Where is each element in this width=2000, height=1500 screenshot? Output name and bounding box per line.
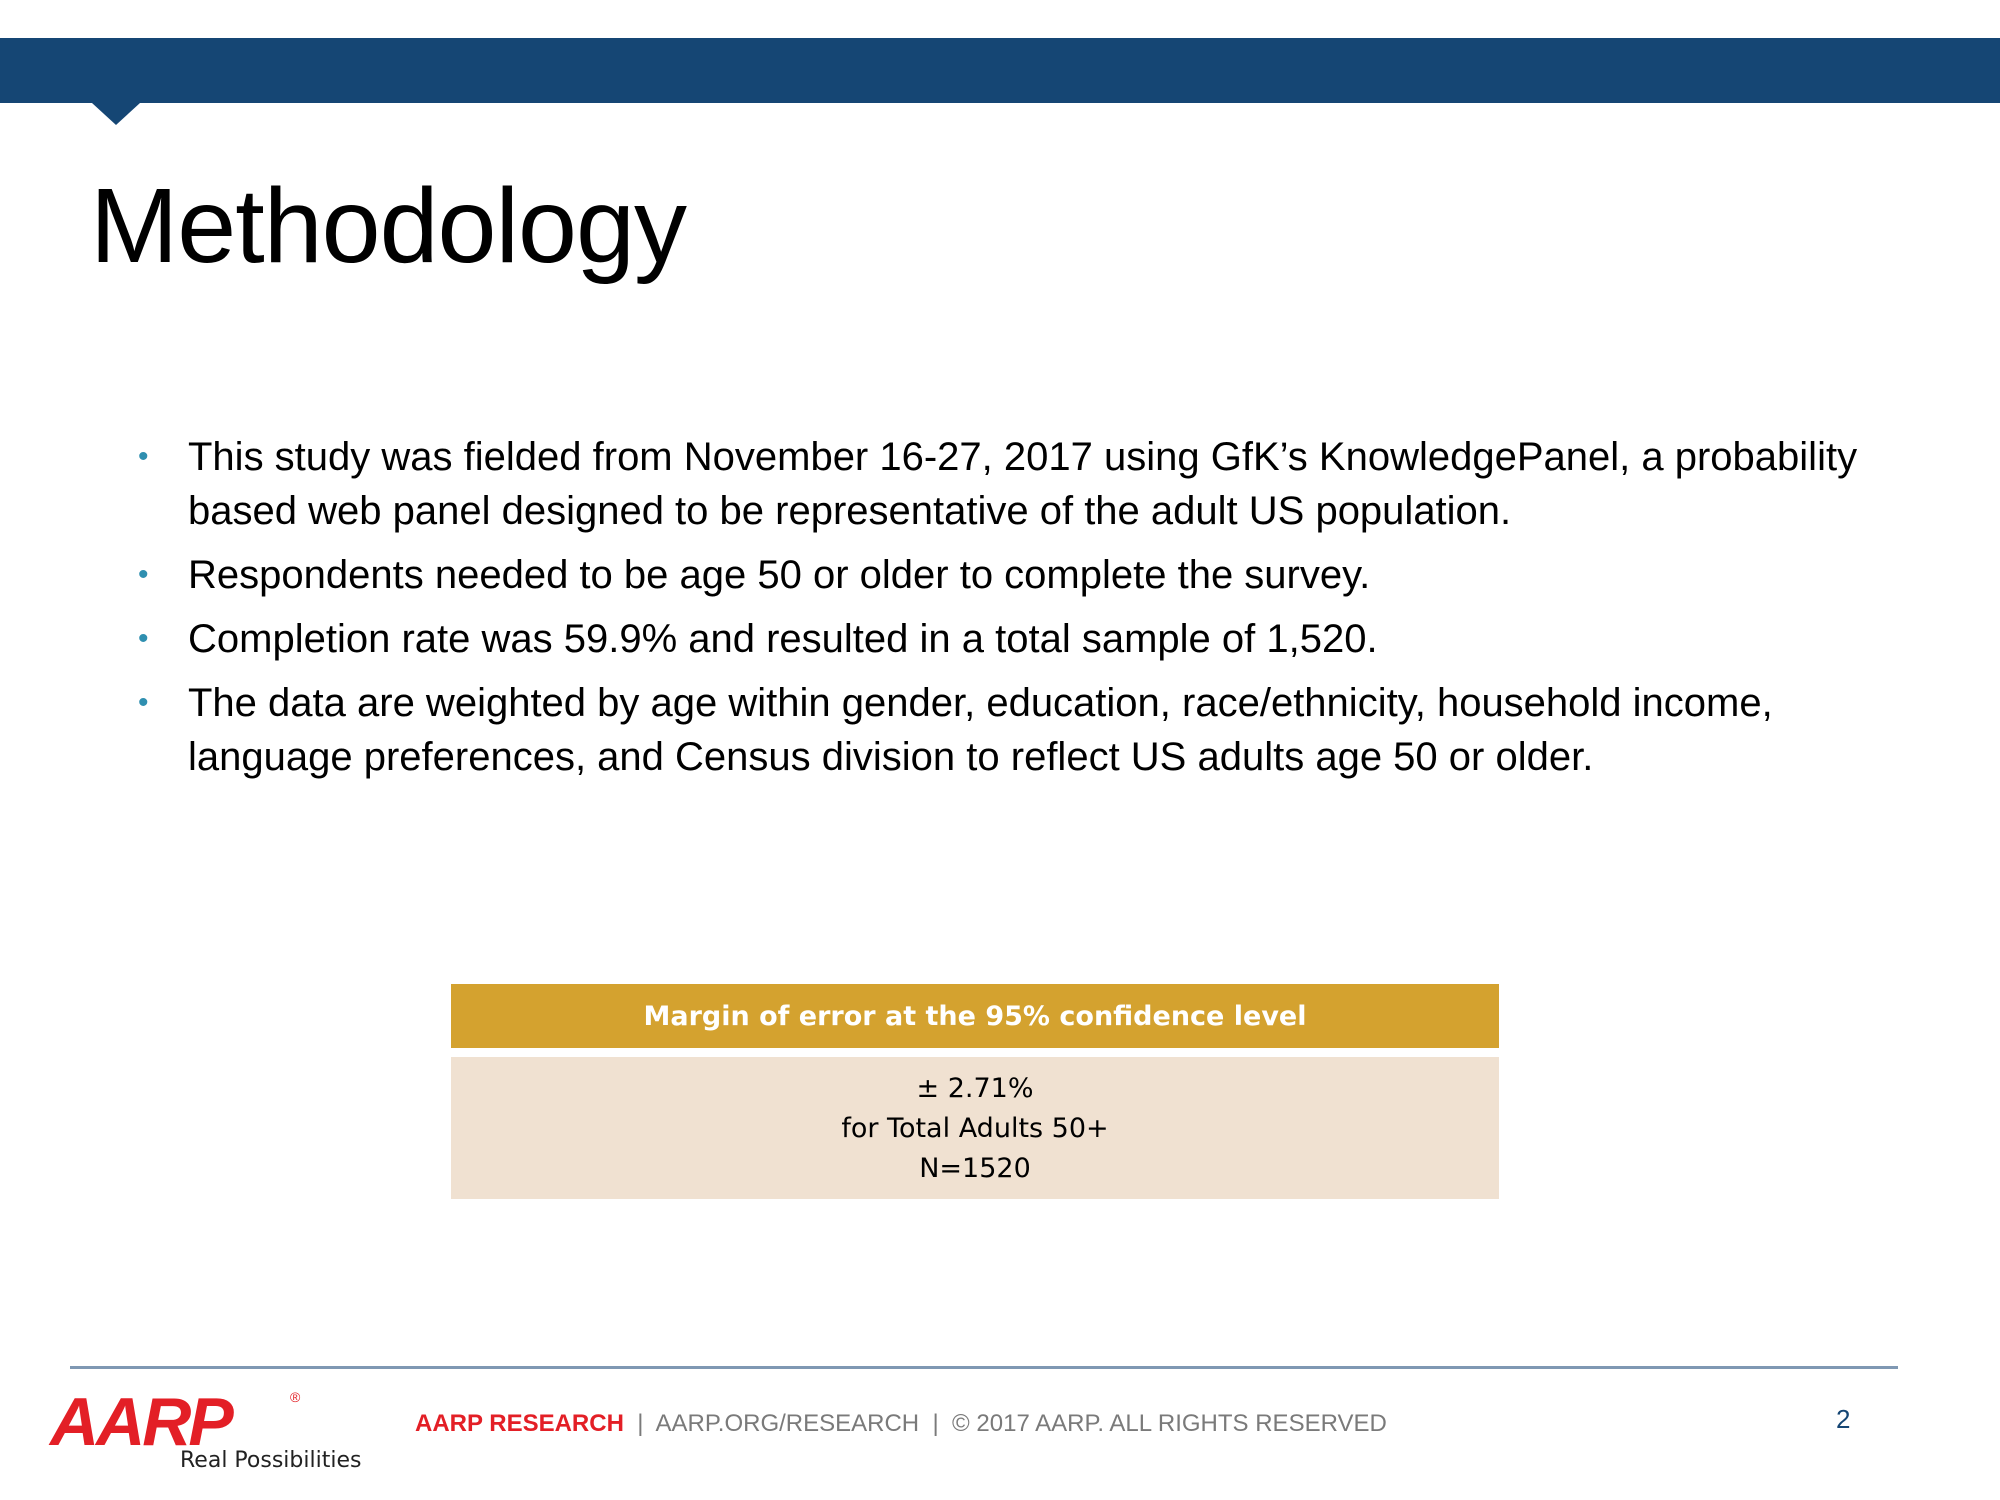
bullet-item [138, 676, 1898, 784]
margin-table-divider [451, 1048, 1499, 1057]
bullet-dot-icon: • [138, 686, 149, 719]
footer-brand: AARP RESEARCH [415, 1410, 624, 1437]
bullet-dot-icon: • [138, 558, 149, 591]
footer-separator: | [919, 1410, 953, 1437]
bullet-text: This study was fielded from November 16-27, 2017 using GfK’s KnowledgePanel, a probability based web panel designed to be representative of the adult US population. [188, 435, 1858, 533]
bullet-list [138, 430, 1898, 794]
registered-mark: ® [290, 1389, 301, 1405]
footer-copyright: © 2017 AARP. ALL RIGHTS RESERVED [952, 1410, 1387, 1437]
footer-site-link[interactable]: AARP.ORG/RESEARCH [655, 1410, 920, 1437]
bullet-item [138, 430, 1898, 538]
logo-wordmark: AARP [50, 1384, 231, 1460]
margin-sample-size: N=1520 [919, 1153, 1031, 1184]
margin-population: for Total Adults 50+ [841, 1113, 1109, 1144]
header-bar [0, 38, 2000, 103]
bullet-dot-icon: • [138, 622, 149, 655]
bullet-item [138, 612, 1898, 666]
page-number: 2 [1836, 1404, 1851, 1434]
margin-value: ± 2.71% [916, 1073, 1034, 1104]
margin-table-body [451, 1057, 1499, 1199]
margin-table-header: Margin of error at the 95% confidence level [451, 984, 1499, 1048]
bullet-text: The data are weighted by age within gender, education, race/ethnicity, household income, language preferences, and Census division to reflect US adults age 50 or older. [188, 681, 1773, 779]
bullet-text: Respondents needed to be age 50 or older to complete the survey. [188, 553, 1371, 597]
aarp-logo [50, 1384, 380, 1478]
bullet-item [138, 548, 1898, 602]
footer-separator: | [623, 1410, 656, 1437]
footer-divider [70, 1366, 1898, 1369]
bullet-dot-icon: • [138, 440, 149, 473]
footer-credits [415, 1410, 1387, 1438]
slide-title: Methodology [90, 167, 686, 285]
logo-tagline: Real Possibilities [180, 1448, 362, 1473]
bullet-text: Completion rate was 59.9% and resulted in a total sample of 1,520. [188, 617, 1378, 661]
header-bar-notch [92, 103, 140, 125]
margin-of-error-table [451, 984, 1499, 1199]
